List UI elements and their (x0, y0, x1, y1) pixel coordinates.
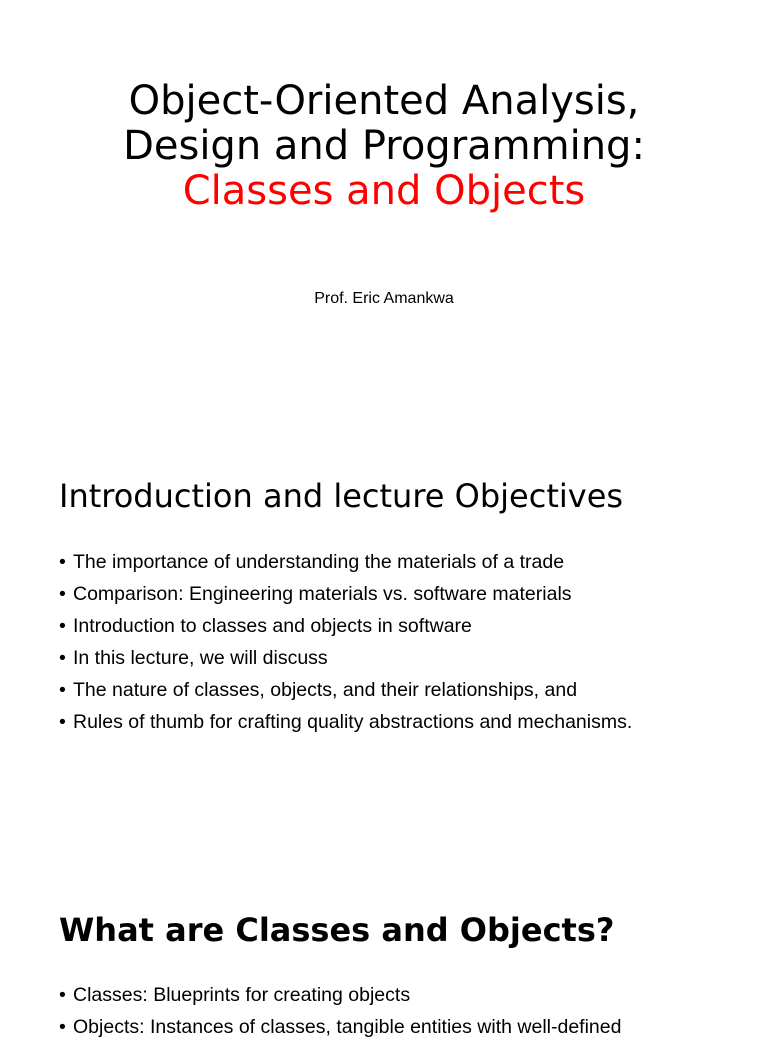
classes-heading: What are Classes and Objects? (59, 911, 615, 949)
bullet-text: Classes: Blueprints for creating objects (73, 984, 411, 1006)
classes-objects-slide (0, 890, 768, 1038)
list-item (59, 979, 621, 1011)
bullet-marker: • (59, 647, 66, 669)
bullet-marker: • (59, 583, 66, 605)
author-name: Prof. Eric Amankwa (314, 290, 454, 307)
presentation-title (0, 79, 768, 214)
classes-list (59, 979, 621, 1043)
bullet-text: Rules of thumb for crafting quality abstractions and mechanisms. (73, 711, 633, 733)
bullet-text: Comparison: Engineering materials vs. software materials (73, 583, 572, 605)
bullet-marker: • (59, 615, 66, 637)
bullet-marker: • (59, 551, 66, 573)
objectives-slide (0, 420, 768, 890)
list-item (59, 642, 632, 674)
title-accent: Classes and Objects (182, 168, 586, 214)
list-item (59, 610, 632, 642)
bullet-text: The nature of classes, objects, and their relationships, and (73, 679, 578, 701)
title-slide (0, 0, 768, 420)
bullet-text: Introduction to classes and objects in software (73, 615, 472, 637)
bullet-text: In this lecture, we will discuss (73, 647, 328, 669)
bullet-marker: • (59, 679, 66, 701)
list-item (59, 546, 632, 578)
bullet-marker: • (59, 711, 66, 733)
list-item (59, 1011, 621, 1043)
objectives-list (59, 546, 632, 738)
bullet-text: The importance of understanding the materials of a trade (73, 551, 565, 573)
title-line: Object-Oriented Analysis, (128, 78, 640, 124)
title-line: Design and Programming: (123, 123, 645, 169)
bullet-marker: • (59, 1016, 66, 1038)
objectives-heading: Introduction and lecture Objectives (59, 477, 624, 515)
list-item (59, 674, 632, 706)
list-item (59, 706, 632, 738)
list-item (59, 578, 632, 610)
bullet-marker: • (59, 984, 66, 1006)
bullet-text: Objects: Instances of classes, tangible entities with well-defined (73, 1016, 622, 1038)
